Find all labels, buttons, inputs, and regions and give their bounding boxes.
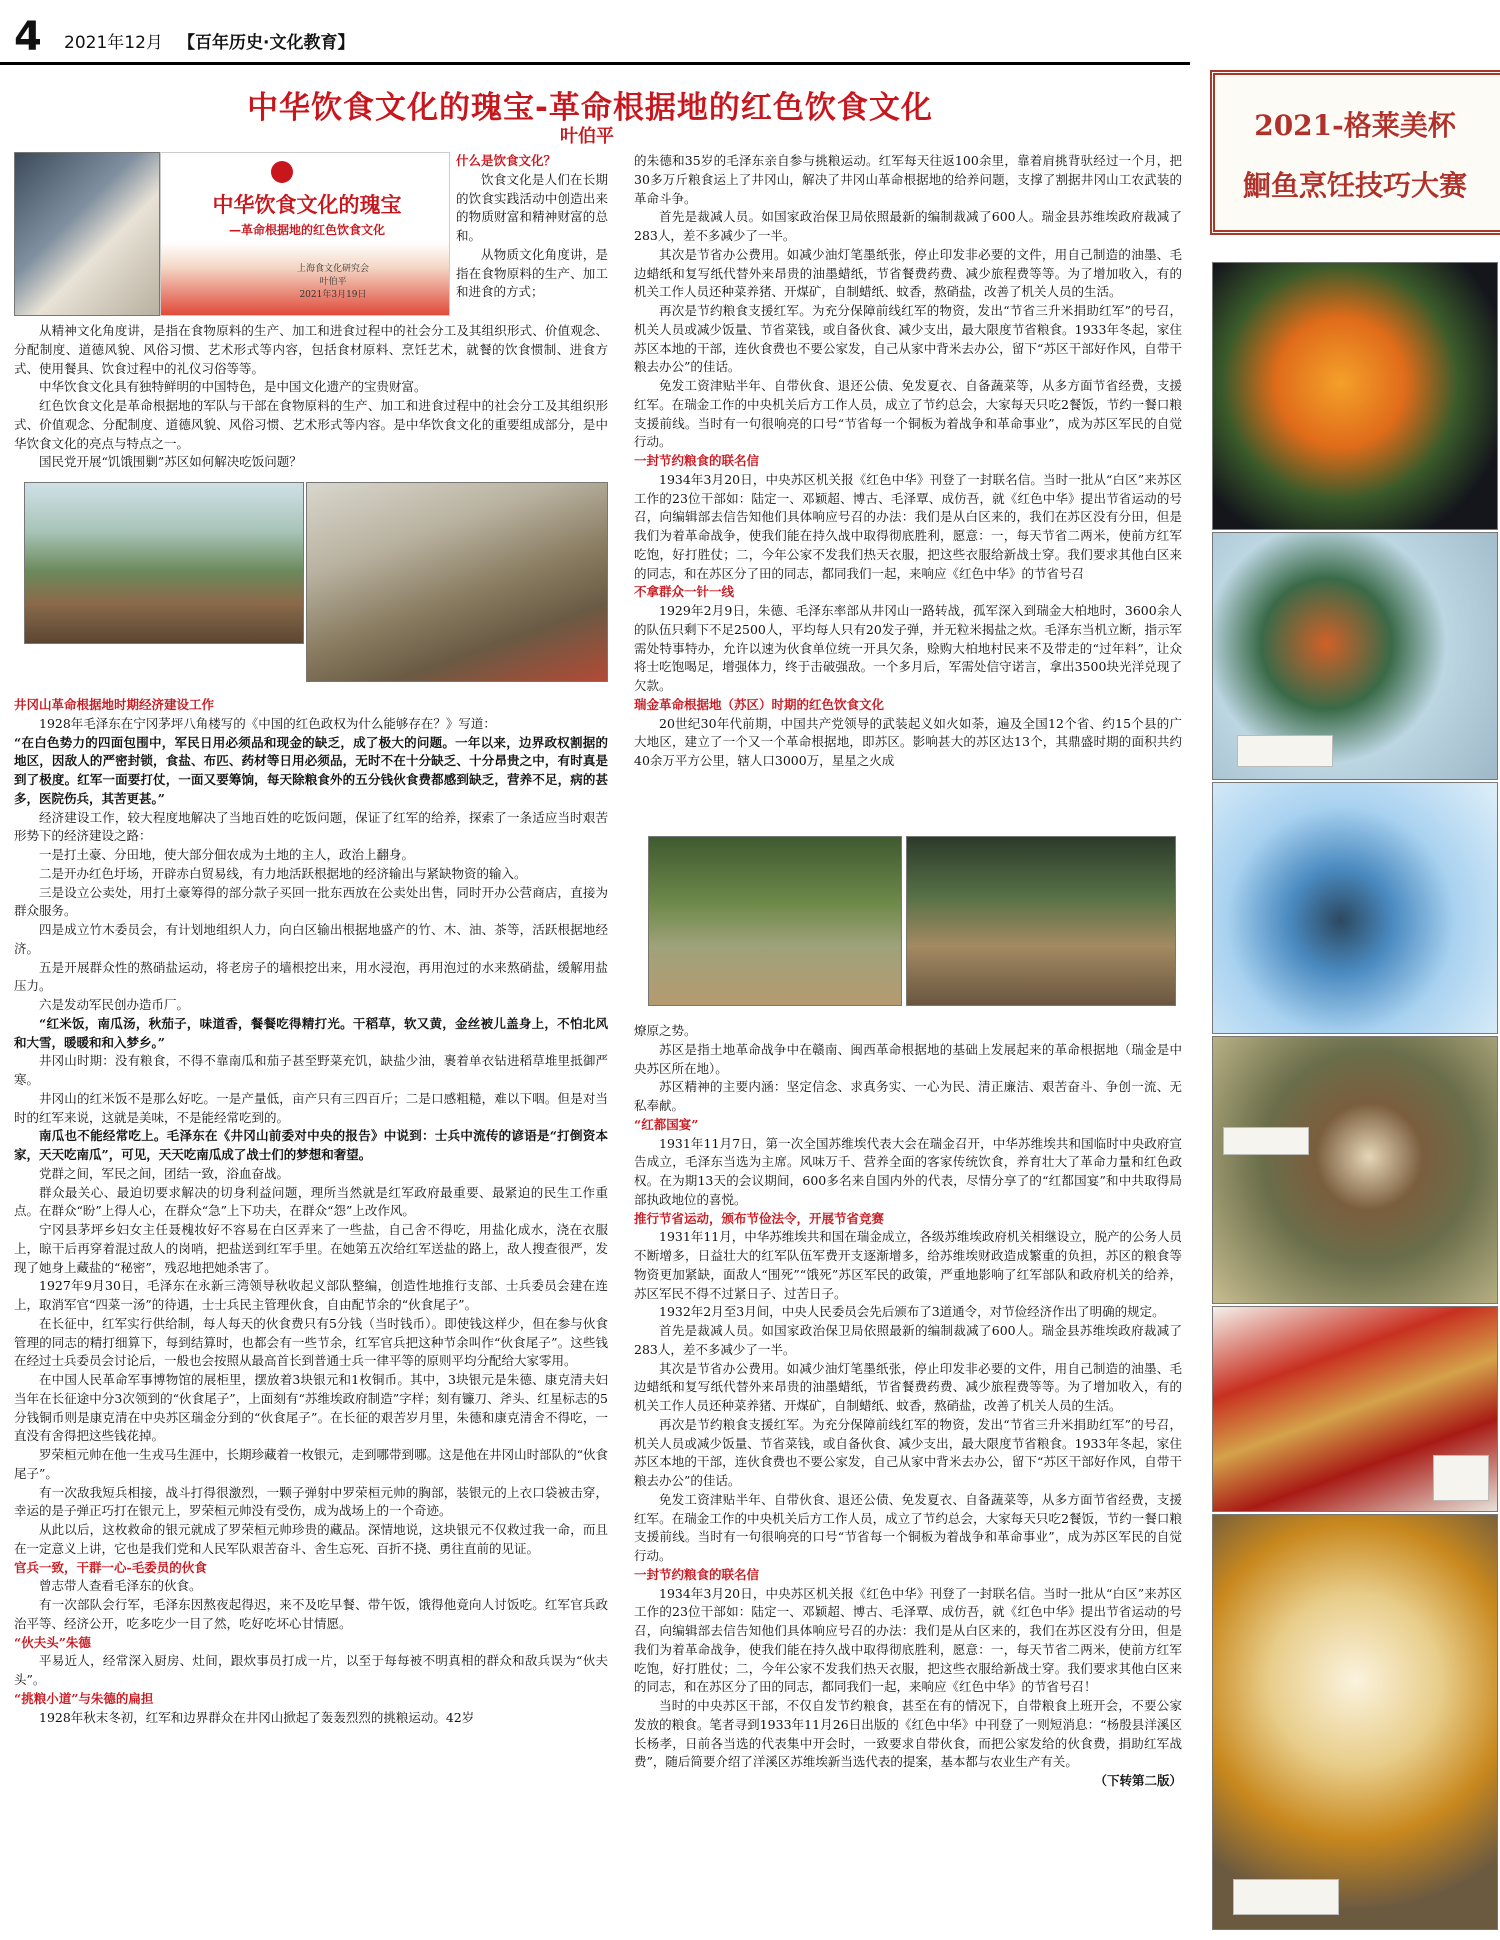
page-number: 4 — [14, 14, 42, 60]
heading-tiaoliang: “挑粮小道”与朱德的扁担 — [14, 1690, 154, 1706]
column-1-upper: 从精神文化角度讲，是指在食物原料的生产、加工和进食过程中的社会分工及其组织形式、价值观念、分配制度、道德风貌、风俗习惯、艺术形式等内容，包括食材原料、烹饪艺术，就餐的饮食惯制、进食方式、使用餐具、饮食过程中的礼仪习俗等等。 中华饮食文化具有独特鲜明的中国特色，是中国文化遗产的宝贵财富。 红色饮食文化是革命根据地的军队与干部在食物原料的生产、加工和进食过程中的社会分工及其组织形式、价值观念、分配制度、道德风貌、风俗习惯、艺术形式等内容。是中华饮食文化的重要组成部分，是中华饮食文化的亮点与特点之一。 国民党开展“饥饿围剿”苏区如何解决吃饭问题？ — [14, 323, 608, 470]
grain-carrying-photo — [648, 836, 902, 1006]
slide-subtitle: —革命根据地的红色饮食文化 — [228, 223, 385, 237]
heading-tuixing: 推行节省运动，颁布节俭法令，开展节省竞赛 — [634, 1210, 885, 1226]
column-2-lower: 燎原之势。 苏区是指土地革命战争中在赣南、闽西革命根据地的基础上发展起来的革命根据地（瑞金是中央苏区所在地）。 苏区精神的主要内涵：坚定信念、求真务实、一心为民、清正廉洁、艰苦奋斗、争创一流、无私奉献。 “红都国宴” 1931年11月7日，第一次全国苏维埃代表大会在瑞金召开，中华苏维埃共和国临时中央政府宣告成立，毛泽东当选为主席。风味万千、营养全面的客家传统饮食，养育壮大了革命力量和红色政权。在为期13天的会议期间，600多名来自国内外的代表，尽情分享了的“红都国宴”和中共取得局部执政地位的喜悦。 推行节省运动，颁布节俭法令，开展节省竞赛 1931年11月，中华苏维埃共和国在瑞金成立，各级苏维埃政府机关相继设立，脱产的公务人员不断增多，日益壮大的红军队伍军费开支逐渐增多，给苏维埃财政造成繁重的负担，苏区的粮食等物资更加紧缺，面敌人“围死”“饿死”苏区军民的政策，严重地影响了红军部队和政府机关的给养，苏区军民不得不过紧日子、过苦日子。 1932年2月至3月间，中央人民委员会先后颁布了3道通令，对节俭经济作出了明确的规定。 首先是裁减人员。如国家政治保卫局依照最新的编制裁减了600人。瑞金县苏维埃政府裁减了283人，差不多减少了一半。 其次是节省办公费用。如减少油灯笔墨纸张，停止印发非必要的文件，用自己制造的油墨、毛边蜡纸和复写纸代替外来昂贵的油墨蜡纸，节省餐费药费、减少旅程费等等。为了增加收入，有的机关工作人员还种菜养猪、开煤矿，自制蜡纸、蚊香，熬硝盐，改善了机关人员的生活。 再次是节约粮食支援红军。为充分保障前线红军的物资，发出“节省三升米捐助红军”的号召，机关人员或减少饭量、节省菜钱，或自备伙食、减少支出，最大限度节省粮食。1933年冬起，家住苏区本地的干部，连伙食费也不要公家发，自己从家中背米去办公，留下“苏区干部好作风，自带干粮去办公”的佳话。 免发工资津贴半年、自带伙食、退还公债、免发夏衣、自备蔬菜等，从多方面节省经费，支援红军。在瑞金工作的中央机关后方工作人员，成立了节约总会，大家每天只吃2餐饭，节约一餐口粮支援前线。当时有一句很响亮的口号“节省每一个铜板为着战争和革命事业”，成为苏区军民的自觉行动。 一封节约粮食的联名信 1934年3月20日，中央苏区机关报《红色中华》刊登了一封联名信。当时一批从“白区”来苏区工作的23位干部如：陆定一、邓颖超、博古、毛泽覃、成仿吾，就《红色中华》提出节省运动的号召，向编辑部去信告知他们具体响应号召的办法：我们是从白区来的，我们在苏区没有分田，但是我们为着革命战争，使我们能在持久战中取得彻底胜利，愿意：一，每天节省二两米，使前方红军吃饱，好打胜仗；二，今年公家不发我们热天衣服，把这些衣服给新战士穿。我们要求其他白区来的同志，和在苏区分了田的同志，都同我们一起，来响应《红色中华》的节省号召！ 当时的中央苏区干部，不仅自发节约粮食，甚至在有的情况下，自带粮食上班开会，不要公家发放的粮食。笔者寻到1933年11月26日出版的《红色中华》中刊登了一则短消息：“杨殷县洋溪区长杨孝，日前各当选的代表集中开会时，一致要求自带伙食，而把公家发给的伙食费，捐助红军战费”，随后简要介绍了洋溪区苏维埃新当选代表的提案，基本都与农业生产有关。 （下转第二版） — [634, 1023, 1182, 1788]
slide-meta: 上海食文化研究会 叶伯平 2021年3月19日 — [296, 264, 369, 300]
heading-letter: 一封节约粮食的联名信 — [634, 453, 760, 468]
header-rule — [0, 62, 1190, 65]
section-name: 【百年历史·文化教育】 — [178, 33, 355, 53]
heading-jinggangshan: 井冈山革命根据地时期经济建设工作 — [14, 697, 215, 712]
heading-ruijin: 瑞金革命根据地（苏区）时期的红色饮食文化 — [634, 696, 885, 712]
dish-photo-2 — [1212, 532, 1498, 780]
heading-guanbing: 官兵一致，干群一心-毛委员的伙食 — [14, 1559, 207, 1575]
dish-photo-5 — [1212, 1306, 1498, 1512]
column-2-upper: 的朱德和35岁的毛泽东亲自参与挑粮运动。红军每天往返100余里，靠着肩挑背驮经过一个月，把30多万斤粮食运上了井冈山，解决了井冈山革命根据地的给养问题，支撑了割据井冈山工农武装的革命斗争。 首先是裁减人员。如国家政治保卫局依照最新的编制裁减了600人。瑞金县苏维埃政府裁减了283人，差不多减少了一半。 其次是节省办公费用。如减少油灯笔墨纸张，停止印发非必要的文件，用自己制造的油墨、毛边蜡纸和复写纸代替外来昂贵的油墨蜡纸，节省餐费药费、减少旅程费等等。为了增加收入，有的机关工作人员还种菜养猪、开煤矿，自制蜡纸、蚊香，熬硝盐，改善了机关人员的生活。 再次是节约粮食支援红军。为充分保障前线红军的物资，发出“节省三升米捐助红军”的号召，机关人员或减少饭量、节省菜钱，或自备伙食、减少支出，最大限度节省粮食。1933年冬起，家住苏区本地的干部，连伙食费也不要公家发，自己从家中背米去办公，留下“苏区干部好作风，自带干粮去办公”的佳话。 免发工资津贴半年、自带伙食、退还公债、免发夏衣、自备蔬菜等，从多方面节省经费，支援红军。在瑞金工作的中央机关后方工作人员，成立了节约总会，大家每天只吃2餐饭，节约一餐口粮支援前线。当时有一句很响亮的口号“节省每一个铜板为着战争和革命事业”，成为苏区军民的自觉行动。 一封节约粮食的联名信 1934年3月20日，中央苏区机关报《红色中华》刊登了一封联名信。当时一批从“白区”来苏区工作的23位干部如：陆定一、邓颖超、博古、毛泽覃、成仿吾，就《红色中华》提出节省运动的号召，向编辑部去信告知他们具体响应号召的办法：我们是从白区来的，我们在苏区没有分田，但是我们为着革命战争，使我们能在持久战中取得彻底胜利，愿意：一，每天节省二两米，使前方红军吃饱，好打胜仗；二，今年公家不发我们热天衣服，把这些衣服给新战士穿。我们要求其他白区来的同志，和在苏区分了田的同志，都同我们一起，来响应《红色中华》的节省号召 不拿群众一针一线 1929年2月9日，朱德、毛泽东率部从井冈山一路转战，孤军深入到瑞金大柏地时，3600余人的队伍只剩下不足2500人，平均每人只有20发子弹，并无粒米揭盐之炊。毛泽东当机立断，指示军需处特事特办，允许以速为伙食单位统一开具欠条，赊购大柏地村民来不及带走的“过年料”，让众将士吃饱喝足，增强体力，终于击破强敌。一个多月后，军需处信守诺言，拿出3500块光洋兑现了欠款。 瑞金革命根据地（苏区）时期的红色饮食文化 20世纪30年代前期，中国共产党领导的武装起义如火如荼，遍及全国12个省、约15个县的广大地区，建立了一个又一个革命根据地，即苏区。影响甚大的苏区达13个，其鼎盛时期的面积共约40余万平方公里，辖人口3000万，星星之火成 — [634, 153, 1182, 768]
heading-letter-2: 一封节约粮食的联名信 — [634, 1566, 760, 1582]
party-emblem-icon — [271, 161, 293, 183]
competition-card-2 — [1223, 1127, 1309, 1155]
speaker-photo — [14, 152, 160, 316]
competition-title-2: 鮰鱼烹饪技巧大赛 — [1242, 169, 1467, 202]
lecture-slide-image — [160, 152, 450, 316]
competition-card-3 — [1433, 1455, 1489, 1501]
dish-photo-3 — [1212, 782, 1498, 1034]
intro-heading: 什么是饮食文化？ — [456, 153, 557, 168]
competition-card-1 — [1237, 735, 1333, 767]
heading-huofutou: “伙夫头”朱德 — [14, 1634, 91, 1650]
painting-photo — [306, 482, 608, 682]
dish-photo-4 — [1212, 1036, 1498, 1304]
intro-text: 饮食文化是人们在长期的饮食实践活动中创造出来的物质财富和精神财富的总和。 — [456, 171, 608, 243]
statues-photo — [906, 836, 1176, 1006]
dish-photo-1 — [1212, 262, 1498, 530]
article-title: 中华饮食文化的瑰宝-革命根据地的红色饮食文化 — [247, 90, 933, 126]
diorama-photo — [24, 482, 304, 644]
competition-card-4 — [1233, 1879, 1339, 1915]
slide-title: 中华饮食文化的瑰宝 — [212, 193, 402, 217]
intro-block — [456, 152, 608, 302]
article-author: 叶伯平 — [560, 126, 614, 147]
intro-text-2: 从物质文化角度讲，是指在食物原料的生产、加工和进食的方式； — [456, 246, 608, 300]
competition-banner — [1210, 70, 1500, 235]
column-1-lower: 井冈山革命根据地时期经济建设工作 1928年毛泽东在宁冈茅坪八角楼写的《中国的红色政权为什么能够存在？》写道： “在白色势力的四面包围中，军民日用必须品和现金的缺乏，成了极大的问题。一年以来，边界政权割据的地区，因敌人的严密封锁，食盐、布匹、药材等日用必须品，无时不在十分缺乏、十分昂贵之中，有时真是到了极度。红军一面要打仗，一面又要筹饷，每天除粮食外的五分钱伙食费都感到缺乏，营养不足，病的甚多，医院伤兵，其苦更甚。” 经济建设工作，较大程度地解决了当地百姓的吃饭问题，保证了红军的给养，探索了一条适应当时艰苦形势下的经济建设之路： 一是打土豪、分田地，使大部分佃农成为土地的主人，政治上翻身。 二是开办红色圩场，开辟赤白贸易线，有力地活跃根据地的经济输出与紧缺物资的输入。 三是设立公卖处，用打土豪筹得的部分款子买回一批东西放在公卖处出售，同时开办公营商店，直接为群众服务。 四是成立竹木委员会，有计划地组织人力，向白区输出根据地盛产的竹、木、油、茶等，活跃根据地经济。 五是开展群众性的熬硝盐运动，将老房子的墙根挖出来，用水浸泡，再用泡过的水来熬硝盐，缓解用盐压力。 六是发动军民创办造币厂。 “红米饭，南瓜汤，秋茄子，味道香，餐餐吃得精打光。干稻草，软又黄，金丝被儿盖身上，不怕北风和大雪，暖暖和和入梦乡。” 井冈山时期：没有粮食，不得不靠南瓜和茄子甚至野菜充饥，缺盐少油，裹着单衣钻进稻草堆里抵御严寒。 井冈山的红米饭不是那么好吃。一是产量低，亩产只有三四百斤；二是口感粗糙，难以下咽。但是对当时的红军来说，这就是美味，不是能经常吃到的。 南瓜也不能经常吃上。毛泽东在《井冈山前委对中央的报告》中说到：士兵中流传的谚语是“打倒资本家，天天吃南瓜”，可见，天天吃南瓜成了战士们的梦想和奢望。 党群之间，军民之间，团结一致，浴血奋战。 群众最关心、最迫切要求解决的切身利益问题，理所当然就是红军政府最重要、最紧迫的民生工作重点。在群众“盼”上得人心，在群众“急”上下功夫，在群众“怨”上改作风。 宁冈县茅坪乡妇女主任聂槐妆好不容易在白区弄来了一些盐，自己舍不得吃，用盐化成水，浇在衣服上，晾干后再穿着混过敌人的岗哨，把盐送到红军手里。在她第五次给红军送盐的路上，敌人搜查很严，发现了她身上藏盐的“秘密”，残忍地把她杀害了。 1927年9月30日，毛泽东在永新三湾领导秋收起义部队整编，创造性地推行支部、士兵委员会建在连上，取消军官“四菜一汤”的待遇，士士兵民主管理伙食，自由配节余的“伙食尾子”。 在长征中，红军实行供给制，每人每天的伙食费只有5分钱（当时钱币）。即使钱这样少，但在参与伙食管理的同志的精打细算下，每到结算时，也都会有一些节余，红军官兵把这种节余叫作“伙食尾子”。这些钱在经过士兵委员会讨论后，一般也会按照从最高首长到普通士兵一律平等的原则平均分配给大家零用。 在中国人民革命军事博物馆的展柜里，摆放着3块银元和1枚铜币。其中，3块银元是朱德、康克清夫妇当年在长征途中分3次领到的“伙食尾子”，上面刻有“苏维埃政府制造”字样；刻有镰刀、斧头、红星标志的5分钱铜币则是康克清在中央苏区瑞金分到的“伙食尾子”。在长征的艰苦岁月里，朱德和康克清舍不得吃，一直没有舍得把这些钱花掉。 罗荣桓元帅在他一生戎马生涯中，长期珍藏着一枚银元，走到哪带到哪。这是他在井冈山时部队的“伙食尾子”。 有一次敌我短兵相接，战斗打得很激烈，一颗子弹射中罗荣桓元帅的胸部，装银元的上衣口袋被击穿，幸运的是子弹正巧打在银元上，罗荣桓元帅没有受伤，成为战场上的一个奇迹。 从此以后，这枚救命的银元就成了罗荣桓元帅珍贵的藏品。深情地说，这块银元不仅救过我一命，而且在一定意义上讲，它也是我们党和人民军队艰苦奋斗、舍生忘死、百折不挠、勇往直前的见证。 官兵一致，干群一心-毛委员的伙食 曾志带人查看毛泽东的伙食。 有一次部队会行军，毛泽东因熬夜起得迟，来不及吃早餐、带午饭，饿得他竟向人讨饭吃。红军官兵政治平等、经济公开，吃多吃少一目了然，吃好吃坏心甘情愿。 “伙夫头”朱德 平易近人，经常深入厨房、灶间，跟炊事员打成一片，以至于每每被不明真相的群众和敌兵误为“伙夫头”。 “挑粮小道”与朱德的扁担 1928年秋末冬初，红军和边界群众在井冈山掀起了轰轰烈烈的挑粮运动。42岁 — [14, 697, 608, 1725]
heading-needle: 不拿群众一针一线 — [634, 584, 735, 600]
issue-date: 2021年12月 — [64, 33, 163, 53]
heading-hongdu: “红都国宴” — [634, 1116, 699, 1132]
red-rice-song: “红米饭，南瓜汤，秋茄子，味道香，餐餐吃得精打光。干稻草，软又黄，金丝被儿盖身上，不怕北风和大雪，暖暖和和入梦乡。” — [14, 1015, 608, 1050]
dish-photo-6 — [1212, 1514, 1498, 1930]
continued-notice: （下转第二版） — [1094, 1773, 1182, 1788]
competition-title-1: 2021-格莱美杯 — [1254, 109, 1456, 142]
